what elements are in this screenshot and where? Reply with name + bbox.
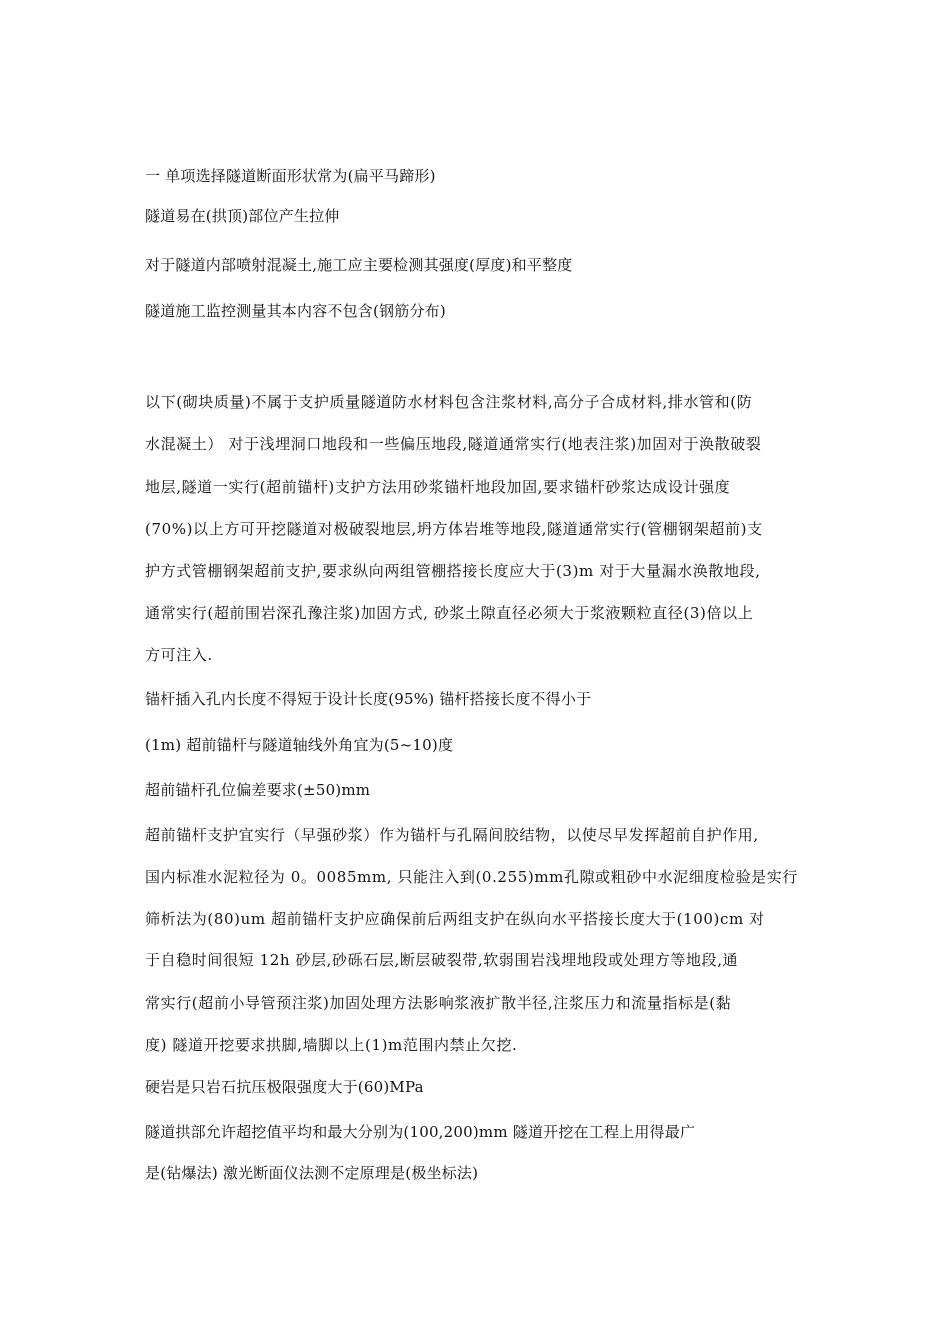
text-line-9: 护方式管棚钢架超前支护,要求纵向两组管棚搭接长度应大于(3)m 对于大量漏水涣散地段,: [145, 562, 761, 580]
text-line-5: 以下(砌块质量)不属于支护质量隧道防水材料包含注浆材料,高分子合成材料,排水管和(防: [145, 393, 753, 411]
text-line-7: 地层,隧道一实行(超前锚杆)支护方法用砂浆锚杆地段加固,要求锚杆砂浆达成设计强度: [145, 478, 731, 496]
text-line-13: (1m) 超前锚杆与隧道轴线外角宜为(5~10)度: [145, 736, 454, 754]
text-line-16: 国内标准水泥粒径为 0。0085mm, 只能注入到(0.255)mm孔隙或粗砂中水泥细度检验是实行: [145, 868, 798, 886]
text-line-15: 超前锚杆支护宜实行（早强砂浆）作为锚杆与孔隔间胶结物，以使尽早发挥超前自护作用,: [145, 826, 759, 844]
text-line-2: 隧道易在(拱顶)部位产生拉伸: [145, 207, 340, 225]
text-line-6: 水混凝土） 对于浅埋洞口地段和一些偏压地段,隧道通常实行(地表注浆)加固对于涣散破裂: [145, 435, 762, 453]
text-line-12: 锚杆插入孔内长度不得短于设计长度(95%) 锚杆搭接长度不得小于: [145, 690, 592, 708]
text-line-19: 常实行(超前小导管预注浆)加固处理方法影响浆液扩散半径,注浆压力和流量指标是(黏: [145, 994, 732, 1012]
text-line-1: 一 单项选择隧道断面形状常为(扁平马蹄形): [145, 167, 436, 185]
text-line-22: 隧道拱部允许超挖值平均和最大分别为(100,200)mm 隧道开挖在工程上用得最广: [145, 1123, 696, 1141]
text-line-21: 硬岩是只岩石抗压极限强度大于(60)MPa: [145, 1078, 424, 1096]
text-line-14: 超前锚杆孔位偏差要求(±50)mm: [145, 781, 371, 799]
text-line-23: 是(钻爆法) 激光断面仪法测不定原理是(极坐标法): [145, 1164, 479, 1182]
text-line-18: 于自稳时间很短 12h 砂层,砂砾石层,断层破裂带,软弱围岩浅埋地段或处理方等地段,通: [145, 951, 739, 969]
text-line-11: 方可注入.: [145, 646, 213, 664]
text-line-8: (70%)以上方可开挖隧道对极破裂地层,坍方体岩堆等地段,隧道通常实行(管棚钢架超前)支: [145, 520, 763, 538]
text-line-4: 隧道施工监控测量其本内容不包含(钢筋分布): [145, 302, 446, 320]
text-line-10: 通常实行(超前围岩深孔豫注浆)加固方式, 砂浆土隙直径必须大于浆液颗粒直径(3)倍以上: [145, 604, 754, 622]
text-line-20: 度) 隧道开挖要求拱脚,墙脚以上(1)m范围内禁止欠挖.: [145, 1036, 518, 1054]
text-line-3: 对于隧道内部喷射混凝土,施工应主要检测其强度(厚度)和平整度: [145, 256, 573, 274]
text-line-17: 筛析法为(80)um 超前锚杆支护应确保前后两组支护在纵向水平搭接长度大于(100)cm 对: [145, 910, 765, 928]
